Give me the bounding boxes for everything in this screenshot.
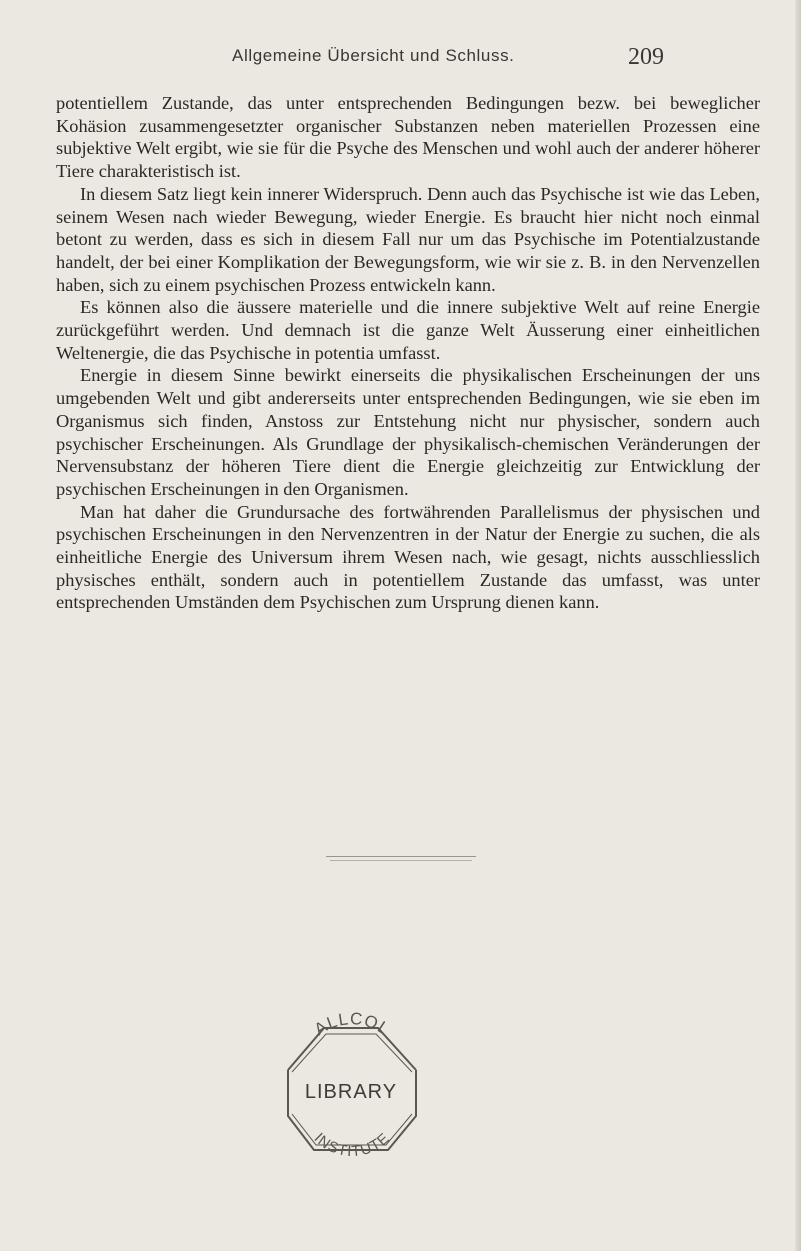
running-head [0, 46, 801, 76]
library-stamp-label: LIBRARY [304, 1081, 398, 1103]
body-text [56, 92, 760, 614]
paragraph-1: potentiellem Zustande, das unter entsprechenden Bedingungen bezw. bei beweglicher Kohäsion zusammengesetzter organischer Substanzen neben materiellen Prozessen eine subjektive Welt ergibt, wie sie für die Psyche des Menschen und wohl auch der anderer höherer Tiere charakteristisch ist. [56, 93, 760, 182]
paragraph-5: Man hat daher die Grundursache des fortwährenden Parallelismus der physischen und psychischen Erscheinungen in den Nervenzentren in der Natur der Energie zu suchen, die als einheitliche Energie des Universum ihrem Wesen nach, wie gesagt, nichts ausschliesslich physisches enthält, sondern auch in potentiellem Zustande das umfasst, was unter entsprechenden Umständen dem Psychischen zum Ursprung dienen kann. [56, 501, 760, 613]
section-rule-secondary [330, 860, 472, 861]
paragraph-2: In diesem Satz liegt kein innerer Widerspruch. Denn auch das Psychische ist wie das Leben, seinem Wesen nach wieder Bewegung, wieder Energie. Es braucht hier nicht noch einmal betont zu werden, dass es sich in diesem Fall nur um das Psychische im Potentialzustande handelt, der bei einer Komplikation der Bewegungsform, wie wir sie z. B. in den Nervenzellen haben, sich zu einem psychischen Prozess entwickeln kann. [56, 183, 760, 295]
library-stamp [270, 1000, 432, 1160]
library-stamp-icon [270, 1000, 432, 1160]
paragraph-4: Energie in diesem Sinne bewirkt einerseits die physikalischen Erscheinungen der uns umgebenden Welt und gibt andererseits unter entsprechenden Bedingungen, wie sie eben im Organismus sich finden, Anstoss zur Entstehung nicht nur physischer, sondern auch psychischer Erscheinungen. Als Grundlage der physikalisch-chemischen Veränderungen der Nervensubstanz der höheren Tiere dient die Energie gleichzeitig zur Entwicklung der psychischen Erscheinungen in den Organismen. [56, 365, 760, 499]
svg-text:INSTITUTE: INSTITUTE [310, 1129, 394, 1160]
paragraph-3: Es können also die äussere materielle und die innere subjektive Welt auf reine Energie zurückgeführt werden. Und demnach ist die ganze Welt Äusserung einer einheitlichen Weltenergie, die das Psychische in potentia umfasst. [56, 297, 760, 363]
svg-text:ALLCOL: ALLCOL [310, 1008, 394, 1040]
page-number: 209 [628, 44, 664, 70]
section-rule [326, 856, 476, 857]
page-edge-shadow [795, 0, 801, 1251]
running-title: Allgemeine Übersicht und Schluss. [232, 46, 515, 65]
